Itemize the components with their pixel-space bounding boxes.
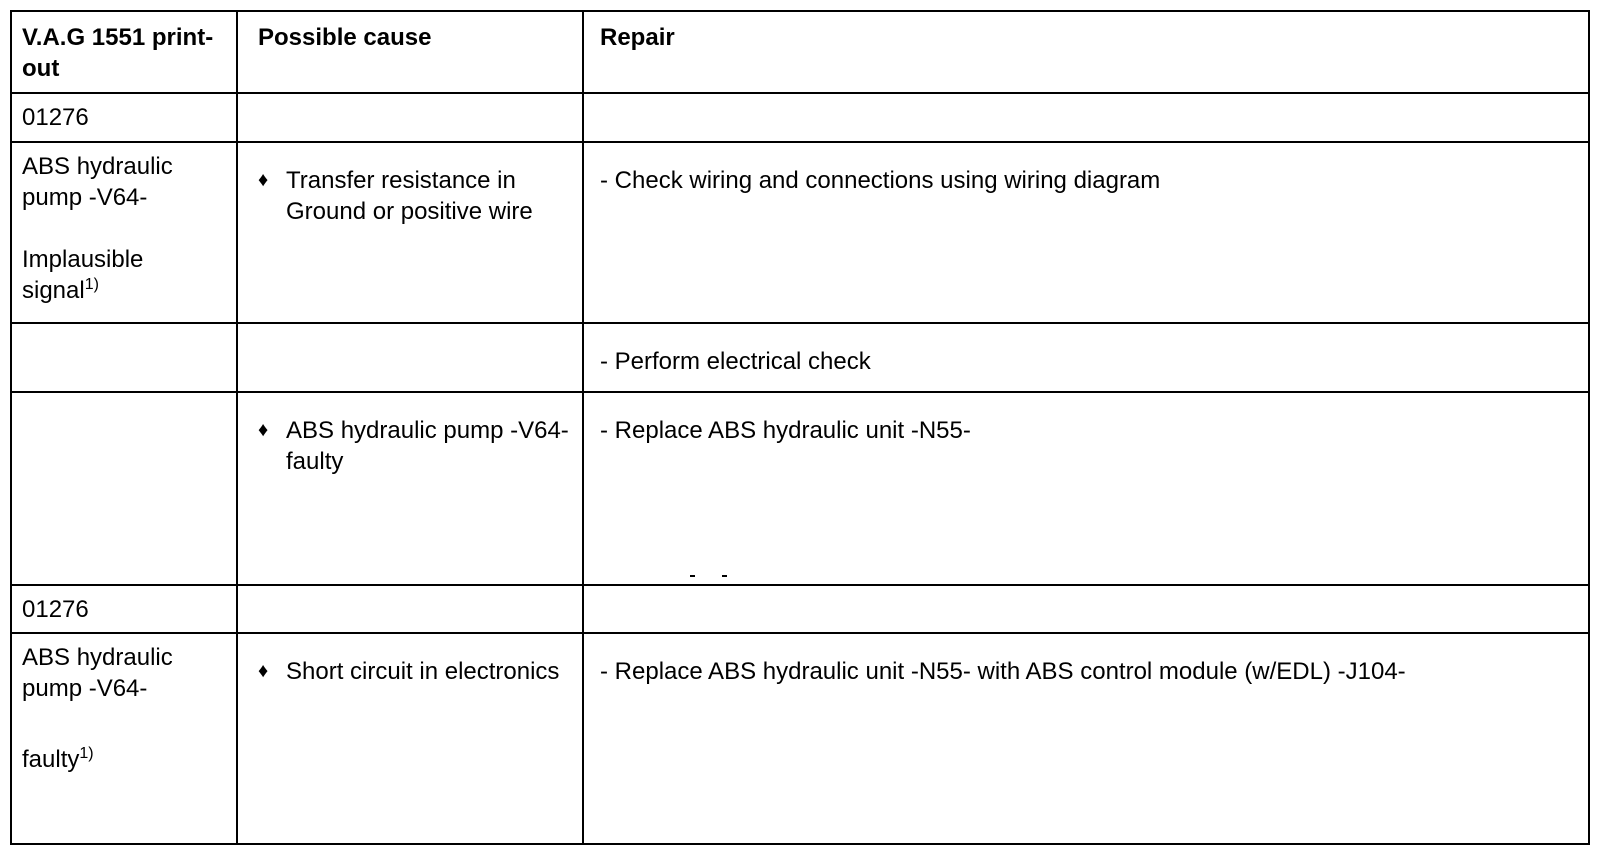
- cause-text: Short circuit in electronics: [286, 658, 560, 685]
- cause-cell: [238, 324, 584, 391]
- scan-artifact-mark: [690, 575, 695, 577]
- repair-cell: [584, 586, 1588, 632]
- table-row: [12, 393, 1588, 586]
- header-repair: Repair: [600, 24, 675, 51]
- troubleshooting-table: [10, 10, 1590, 845]
- cause-cell: [238, 586, 584, 632]
- cause-bullet-item: [258, 656, 572, 687]
- printout-component: ABS hydraulic pump -V64-: [22, 644, 173, 702]
- fault-code: 01276: [12, 586, 238, 632]
- cause-cell: [238, 143, 584, 322]
- cause-text: ABS hydraulic pump -V64- faulty: [286, 417, 569, 475]
- footnote-ref: 1): [84, 276, 99, 293]
- header-possible-cause: Possible cause: [238, 12, 584, 92]
- cause-text: Transfer resistance in Ground or positive wire: [286, 167, 533, 225]
- printout-cell: [12, 393, 238, 584]
- cause-cell: [238, 634, 584, 843]
- diamond-bullet-icon: ♦: [258, 169, 269, 191]
- fault-code: 01276: [12, 94, 238, 141]
- table-row: [12, 586, 1588, 634]
- printout-cell: [12, 634, 238, 843]
- cause-bullet-item: [258, 165, 572, 227]
- repair-cell: - Replace ABS hydraulic unit -N55- with ABS control module (w/EDL) -J104-: [600, 658, 1406, 685]
- table-row: [12, 94, 1588, 143]
- diamond-bullet-icon: ♦: [258, 419, 269, 441]
- cause-bullet-item: [258, 415, 572, 477]
- table-row: [12, 634, 1588, 843]
- cause-cell: [238, 393, 584, 584]
- diamond-bullet-icon: ♦: [258, 660, 269, 682]
- repair-cell: - Check wiring and connections using wiring diagram: [600, 167, 1161, 194]
- repair-cell: - Perform electrical check: [600, 348, 871, 375]
- printout-cell: [12, 143, 238, 322]
- printout-fault-text: faulty: [22, 746, 80, 773]
- repair-cell: [584, 94, 1588, 141]
- cause-cell: [238, 94, 584, 141]
- printout-component: ABS hydraulic pump -V64-: [22, 153, 173, 211]
- printout-fault-text: Implausible signal: [22, 246, 144, 304]
- printout-cell: [12, 324, 238, 391]
- printout-fault: [22, 213, 212, 306]
- table-header-row: [12, 12, 1588, 94]
- table-row: [12, 143, 1588, 324]
- printout-fault: [22, 704, 212, 775]
- repair-cell: - Replace ABS hydraulic unit -N55-: [600, 417, 971, 444]
- scan-artifact-mark: [722, 575, 727, 577]
- table-row: [12, 324, 1588, 393]
- footnote-ref: 1): [79, 745, 94, 762]
- header-printout: V.A.G 1551 print-out: [12, 12, 238, 92]
